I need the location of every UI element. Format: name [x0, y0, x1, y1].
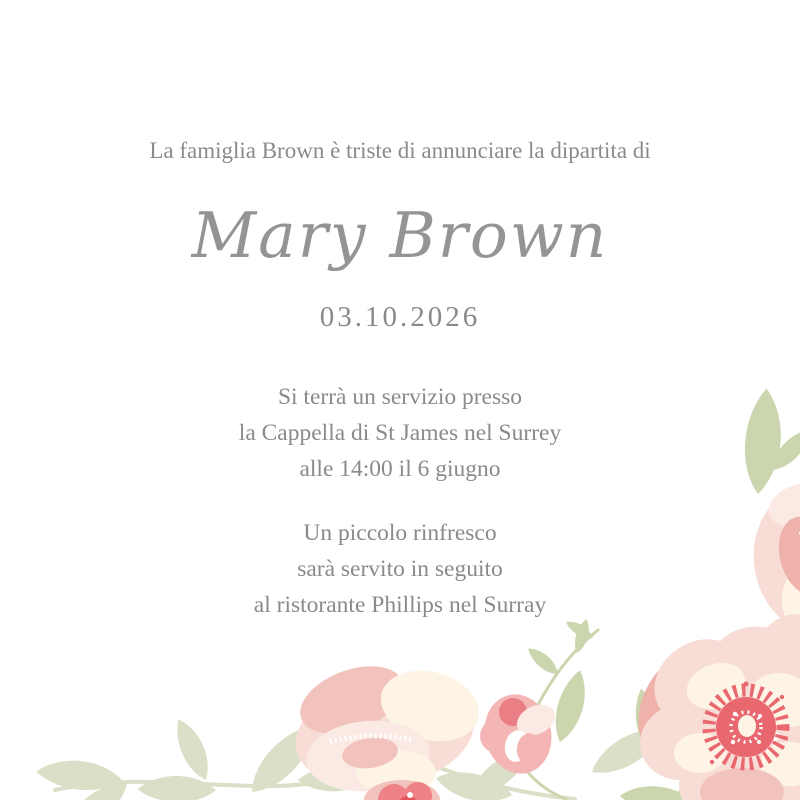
- reception-line-2: sarà servito in seguito: [297, 556, 503, 582]
- reception-line-1: Un piccolo rinfresco: [303, 520, 497, 546]
- service-line-2: la Cappella di St James nel Surrey: [238, 420, 562, 446]
- death-date: 03.10.2026: [319, 301, 481, 333]
- service-line-1: Si terrà un servizio presso: [277, 384, 523, 410]
- service-line-3: alle 14:00 il 6 giugno: [299, 456, 501, 482]
- service-details: [0, 379, 800, 487]
- reception-details: [0, 515, 800, 623]
- announcement-line: La famiglia Brown è triste di annunciare la dipartita di: [149, 138, 651, 163]
- reception-line-3: al ristorante Phillips nel Surray: [253, 592, 547, 618]
- deceased-name: Mary Brown: [191, 199, 609, 272]
